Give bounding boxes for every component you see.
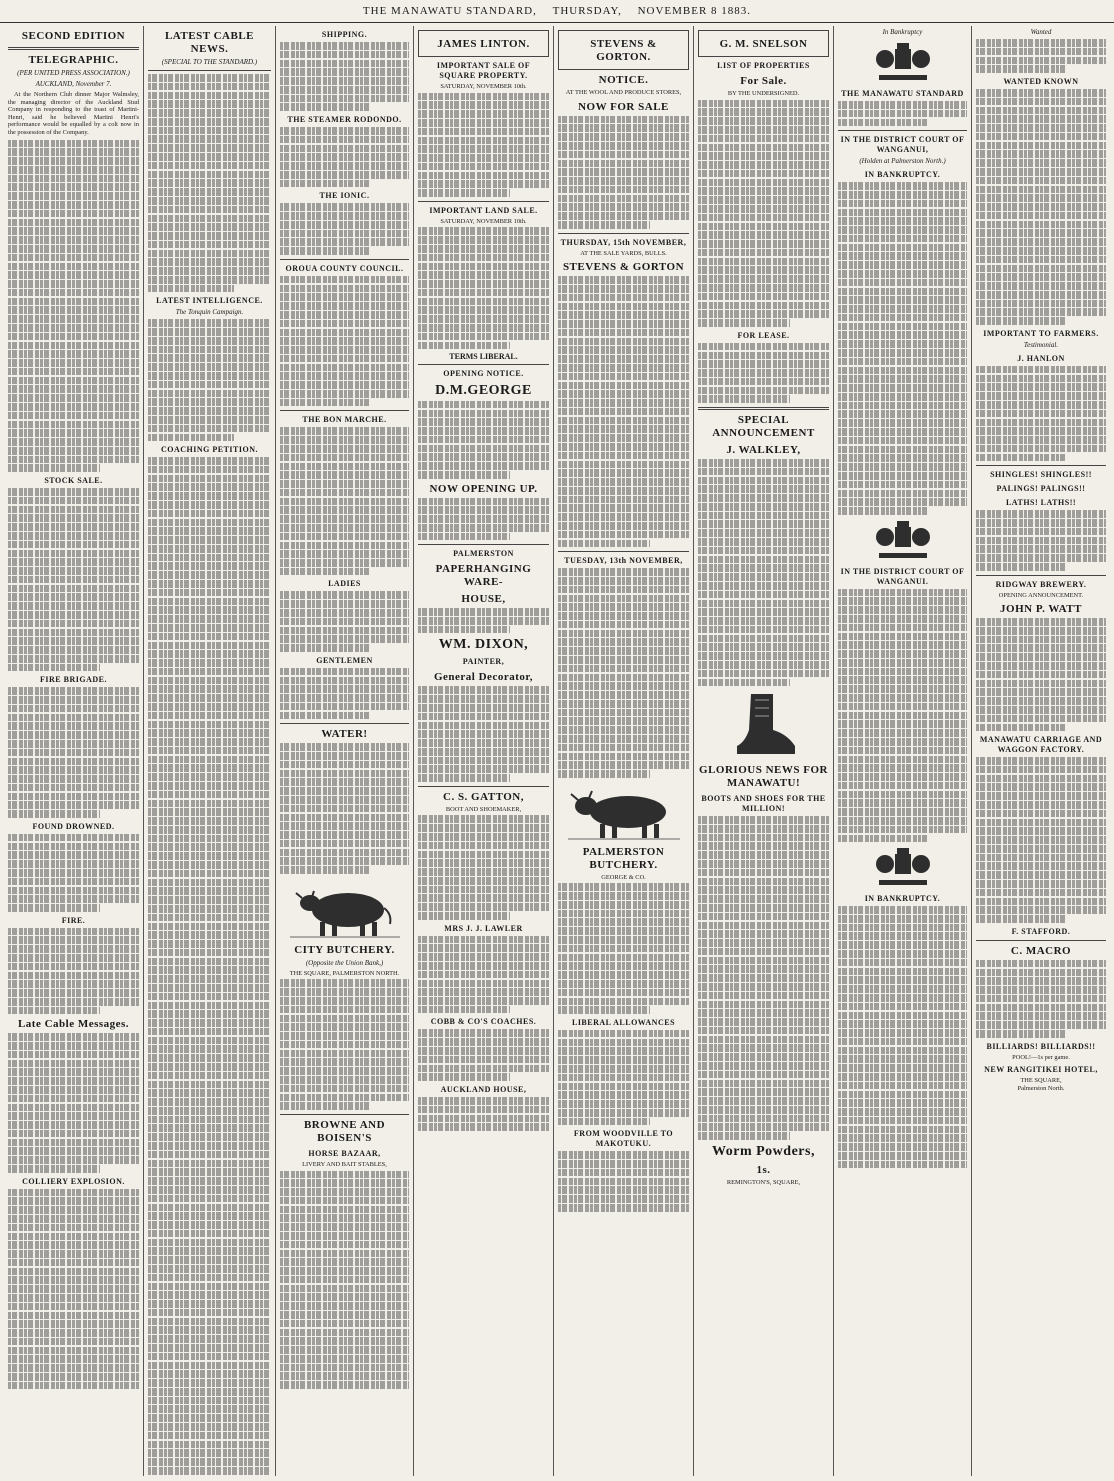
coaching-petition-heading: COACHING PETITION.: [160, 445, 258, 455]
text-block: [976, 960, 1106, 1038]
tonquin-heading: The Tonquin Campaign.: [175, 308, 244, 317]
terms-label: TERMS LIBERAL.: [449, 352, 518, 362]
worm-powders-price: 1s.: [756, 1163, 771, 1176]
paper-day: THURSDAY,: [552, 5, 622, 17]
testimonial-label: Testimonial.: [1023, 340, 1059, 349]
horse-bazaar-heading: HORSE BAZAAR,: [308, 1148, 381, 1158]
text-block: [280, 427, 409, 575]
walkley-heading: J. WALKLEY,: [726, 444, 801, 456]
text-block: [976, 618, 1106, 731]
column-6: [694, 26, 834, 1476]
colliery-heading: COLLIERY EXPLOSION.: [22, 1176, 125, 1186]
text-block: [280, 1171, 409, 1389]
text-block: [976, 39, 1106, 73]
glorious-news-heading: GLORIOUS NEWS FOR MANAWATU!: [699, 764, 828, 790]
land-sale-heading: IMPORTANT LAND SALE.: [429, 205, 538, 215]
text-block: [280, 743, 409, 874]
paperhanging-heading-1: PALMERSTON: [453, 549, 514, 559]
text-block: [698, 459, 829, 686]
wanted-known-heading: WANTED KNOWN: [1003, 76, 1079, 86]
stables-heading: BROWNE AND BOISEN'S: [303, 1118, 386, 1144]
stafford-signature: F. STAFFORD.: [1011, 926, 1071, 936]
section-heading: TELEGRAPHIC.: [28, 54, 119, 66]
royal-arms-icon-3: [873, 846, 933, 890]
text-block: [280, 668, 409, 720]
linton-heading: JAMES LINTON.: [437, 38, 530, 50]
remington-address: REMINGTON'S, SQUARE,: [726, 1178, 801, 1186]
square-sale-heading: IMPORTANT SALE OF SQUARE PROPERTY.: [436, 61, 531, 80]
column-5: [554, 26, 694, 1476]
text-block: [418, 1097, 549, 1131]
coach-route-heading: FROM WOODVILLE TO MAKOTUKU.: [573, 1129, 674, 1149]
text-block: [280, 276, 409, 407]
text-block: [418, 93, 549, 197]
pool-label: POOL!—1s per game.: [1012, 1053, 1070, 1061]
district-court-heading: IN THE DISTRICT COURT OF WANGANUI,: [840, 135, 965, 155]
column-8: [972, 26, 1110, 1476]
gentlemen-heading: GENTLEMEN: [316, 655, 373, 665]
text-block: [8, 140, 139, 473]
thursday-sale-date: THURSDAY, 15th NOVEMBER,: [560, 237, 687, 247]
text-block: [976, 757, 1106, 923]
hotel-heading: NEW RANGITIKEI HOTEL,: [984, 1065, 1098, 1075]
text-block: [280, 203, 409, 255]
in-bankruptcy-heading: IN BANKRUPTCY.: [864, 170, 941, 180]
farmers-heading: IMPORTANT TO FARMERS.: [983, 328, 1099, 338]
billiards-heading: BILLIARDS! BILLIARDS!!: [986, 1041, 1096, 1051]
newspaper-columns: [4, 26, 1110, 1476]
text-block: [280, 591, 409, 651]
hotel-town: Palmerston North.: [1017, 1084, 1065, 1092]
text-block: [976, 89, 1106, 325]
gatton-heading: C. S. GATTON,: [443, 790, 524, 803]
text-block: [558, 883, 689, 1014]
text-block: [838, 101, 967, 126]
watt-heading: JOHN P. WATT: [1000, 603, 1082, 616]
district-court-sub: (Holden at Palmerston North.): [859, 157, 946, 166]
ridgway-heading: RIDGWAY BREWERY.: [995, 579, 1087, 589]
painter-label: PAINTER,: [462, 657, 505, 667]
paper-date: NOVEMBER 8 1883.: [637, 5, 752, 17]
text-block: [698, 816, 829, 1140]
ionic-heading: THE IONIC.: [319, 191, 370, 201]
linton-ad: [418, 30, 549, 57]
fire-heading: FIRE.: [61, 915, 86, 925]
city-butchery-heading: CITY BUTCHERY.: [294, 943, 395, 956]
text-block: [558, 1151, 689, 1211]
column-2: [144, 26, 276, 1476]
sale-yards-label: AT THE SALE YARDS, BULLS.: [580, 249, 667, 257]
council-heading: OROUA COUNTY COUNCIL.: [285, 263, 404, 273]
gatton-sub: BOOT AND SHOEMAKER,: [445, 805, 522, 813]
text-block: [558, 276, 689, 547]
column-3: [276, 26, 414, 1476]
newspaper-masthead: [0, 0, 1114, 23]
snelson-ad: [698, 30, 829, 57]
fire-brigade-heading: FIRE BRIGADE.: [40, 675, 107, 685]
text-block: [558, 568, 689, 778]
cable-news-subtitle: (SPECIAL TO THE STANDARD.): [161, 58, 258, 66]
properties-heading: LIST OF PROPERTIES: [717, 61, 810, 70]
stevens-gorton-ad: [558, 30, 689, 70]
steamer-heading: THE STEAMER RODONDO.: [287, 115, 402, 125]
dateline: AUCKLAND, November 7.: [35, 80, 112, 88]
text-block: [8, 834, 139, 912]
column-4: [414, 26, 554, 1476]
text-block: [418, 227, 549, 349]
text-block: [148, 319, 271, 441]
opening-announcement-label: OPENING ANNOUNCEMENT.: [998, 591, 1084, 599]
column-1: [4, 26, 144, 1476]
found-drowned-heading: FOUND DROWNED.: [32, 821, 115, 831]
notice-sub: AT THE WOOL AND PRODUCE STORES,: [565, 89, 682, 96]
in-bankruptcy-heading-2: IN BANKRUPTCY.: [864, 894, 941, 904]
george-heading: D.M.GEORGE: [435, 382, 532, 398]
text-block: [148, 74, 271, 292]
liberal-allowances-heading: LIBERAL ALLOWANCES: [571, 1017, 676, 1027]
text-block: [838, 906, 967, 1168]
royal-arms-icon: [873, 41, 933, 85]
district-court-heading-2: IN THE DISTRICT COURT OF WANGANUI.: [840, 566, 965, 586]
hanlon-heading: J. HANLON: [1017, 353, 1065, 363]
paperhanging-heading-2: PAPERHANGING WARE-: [435, 563, 532, 589]
boots-shoes-heading: BOOTS AND SHOES FOR THE MILLION!: [701, 794, 826, 814]
now-for-sale-heading: NOW FOR SALE: [578, 100, 669, 113]
undersigned-label: BY THE UNDERSIGNED.: [727, 90, 800, 97]
cable-messages-heading: Late Cable Messages.: [17, 1018, 130, 1031]
text-block: [418, 401, 549, 479]
palings-heading: PALINGS! PALINGS!!: [996, 484, 1086, 494]
lead-paragraph: At the Northern Club dinner Major Walmsley, the managing director of the Auckland Stud Company in responding to the toast of Martini-Henri, said he believed Martini Henri's performance would be equalled by a colt now in the possession of the Company.: [8, 91, 139, 136]
ladies-heading: LADIES: [328, 579, 361, 589]
column-7: [834, 26, 972, 1476]
royal-arms-icon-2: [873, 519, 933, 563]
now-opening-heading: NOW OPENING UP.: [429, 482, 538, 495]
stevens-gorton-heading-2: STEVENS & GORTON: [562, 261, 685, 274]
decorator-label: General Decorator,: [433, 671, 533, 684]
cable-news-heading: LATEST CABLE NEWS.: [164, 30, 255, 55]
manawatu-standard-label: THE MANAWATU STANDARD: [841, 89, 964, 98]
auckland-house-heading: AUCKLAND HOUSE,: [440, 1084, 527, 1094]
wanted-heading: Wanted: [1030, 28, 1052, 36]
bullock-illustration: [568, 782, 680, 842]
text-block: [418, 608, 549, 633]
text-block: [280, 127, 409, 187]
paperhanging-heading-3: HOUSE,: [461, 593, 506, 606]
dixon-heading: WM. DIXON,: [438, 637, 529, 653]
for-lease-heading: FOR LEASE.: [737, 330, 790, 340]
paper-title: THE MANAWATU STANDARD,: [362, 5, 537, 17]
special-announcement-heading: SPECIAL ANNOUNCEMENT: [712, 414, 815, 439]
text-block: [418, 1029, 549, 1081]
text-block: [558, 1030, 689, 1125]
bull-illustration: [290, 878, 400, 940]
stevens-gorton-heading: STEVENS & GORTON.: [590, 38, 657, 63]
text-block: [976, 366, 1106, 461]
text-block: [976, 510, 1106, 570]
palmerston-butchery-sub: GEORGE & CO.: [601, 873, 646, 881]
text-block: [698, 343, 829, 403]
text-block: [8, 1189, 139, 1390]
text-block: [8, 687, 139, 818]
city-butchery-address: THE SQUARE, PALMERSTON NORTH.: [289, 969, 400, 977]
text-block: [698, 100, 829, 327]
bankruptcy-heading: In Bankruptcy: [882, 28, 923, 36]
text-block: [280, 42, 409, 111]
text-block: [8, 488, 139, 671]
land-sale-date: SATURDAY, NOVEMBER 10th.: [440, 217, 527, 225]
shingles-heading: SHINGLES! SHINGLES!!: [990, 470, 1092, 480]
opening-notice-heading: OPENING NOTICE.: [443, 368, 524, 378]
shipping-heading: SHIPPING.: [321, 30, 368, 39]
text-block: [8, 928, 139, 1015]
laths-heading: LATHS! LATHS!!: [1005, 498, 1077, 508]
snelson-heading: G. M. SNELSON: [719, 38, 808, 50]
text-block: [148, 457, 271, 1476]
tuesday-sale-date: TUESDAY, 13th NOVEMBER,: [564, 556, 683, 566]
city-butchery-sub: (Opposite the Union Bank,): [305, 958, 384, 967]
edition-heading: SECOND EDITION: [21, 30, 126, 42]
livery-heading: LIVERY AND BAIT STABLES,: [302, 1160, 387, 1168]
latest-intelligence-heading: LATEST INTELLIGENCE.: [156, 296, 263, 306]
hotel-address: THE SQUARE,: [1020, 1077, 1062, 1085]
square-sale-date: SATURDAY, NOVEMBER 10th.: [440, 83, 527, 90]
text-block: [418, 498, 549, 541]
macro-heading: C. MACRO: [1010, 944, 1072, 957]
notice-heading: NOTICE.: [598, 74, 649, 86]
water-heading: WATER!: [321, 728, 368, 741]
text-block: [418, 686, 549, 781]
text-block: [280, 979, 409, 1110]
text-block: [8, 1033, 139, 1172]
bon-marche-heading: THE BON MARCHE.: [302, 415, 387, 425]
stock-sale-heading: STOCK SALE.: [44, 476, 103, 486]
carriage-factory-heading: MANAWATU CARRIAGE AND WAGGON FACTORY.: [979, 735, 1103, 755]
press-credit: (PER UNITED PRESS ASSOCIATION.): [17, 69, 130, 77]
text-block: [418, 815, 549, 919]
cobb-heading: COBB & CO'S COACHES.: [430, 1017, 537, 1027]
for-sale-heading: For Sale.: [740, 75, 787, 87]
text-block: [838, 182, 967, 515]
worm-powders-heading: Worm Powders,: [712, 1143, 815, 1159]
lawler-heading: MRS J. J. LAWLER: [444, 923, 523, 933]
boot-illustration: [729, 690, 799, 760]
text-block: [838, 589, 967, 842]
palmerston-butchery-heading: PALMERSTON BUTCHERY.: [582, 845, 665, 871]
text-block: [558, 116, 689, 229]
text-block: [418, 936, 549, 1014]
